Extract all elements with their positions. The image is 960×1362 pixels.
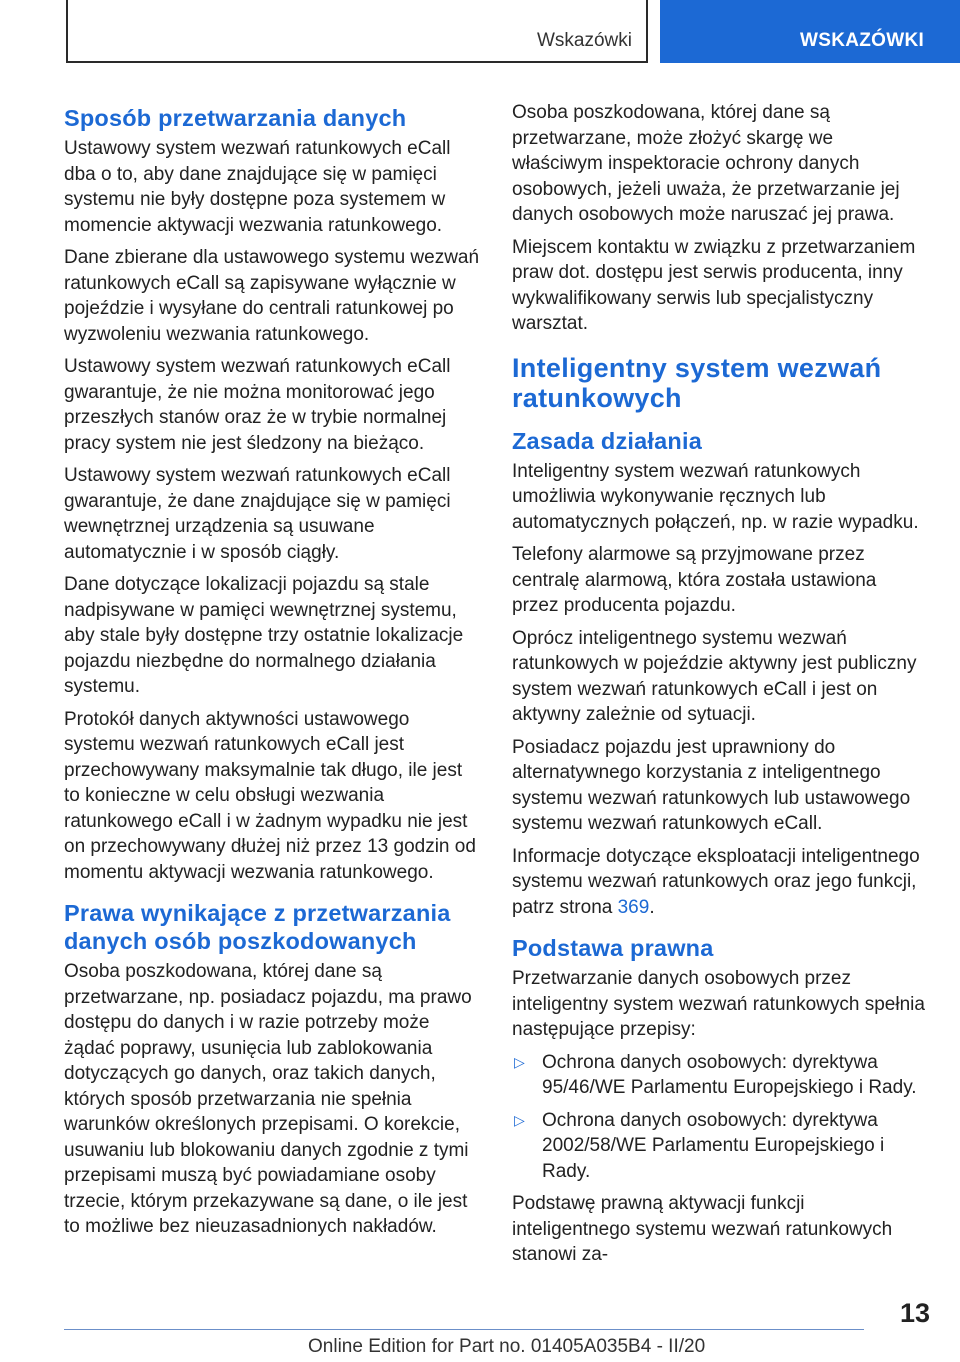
paragraph: Ustawowy system wezwań ratunkowych eCall gwarantuje, że nie można monitorować jego przeszłych stanów oraz że w trybie normalnej pracy system nie jest śledzony na bieżąco. (64, 356, 451, 454)
heading-processing: Sposób przetwarzania danych (64, 105, 407, 131)
header-chapter-tab[interactable] (660, 0, 960, 63)
heading-intelligent-system: Inteligentny system wezwań ratunkowych (512, 352, 882, 413)
paragraph: Dane dotyczące lokalizacji pojazdu są stale nadpisywane w pamięci wewnętrznej systemu, aby stale były dostępne trzy ostatnie lokalizacje pojazdu niezbędne do normalnego działania systemu. (64, 574, 464, 697)
left-column (64, 100, 480, 1247)
paragraph: Posiadacz pojazdu jest uprawniony do alternatywnego korzystania z inteligentnego systemu wezwań ratunkowych lub ustawowego systemu wezwań ratunkowych eCall. (512, 736, 911, 834)
footer-divider (64, 1329, 864, 1330)
paragraph: Osoba poszkodowana, której dane są przetwarzane, może złożyć skargę we właściwym inspektoracie ochrony danych osobowych, jeżeli uważa, że przetwarzanie jej danych osobowych może naruszać jej prawa. (512, 102, 900, 225)
paragraph: Osoba poszkodowana, której dane są przetwarzane, np. posiadacz pojazdu, ma prawo dostępu do danych i w razie potrzeby może żądać poprawy, usunięcia lub zablokowania dotyczących go danych, oraz takich danych, których sposób przetwarzania nie spełnia warunków określonych przepisami. O korekcie, usuwaniu lub blokowaniu danych zgodnie z tymi przepisami muszą być powiadamiane osoby trzecie, którym przekazywane są dane, o ile jest to możliwe bez nieuzasadnionych nakładów. (64, 961, 472, 1237)
paragraph-end: . (649, 896, 655, 918)
paragraph-with-link (512, 844, 928, 921)
heading-legal-basis: Podstawa prawna (512, 935, 714, 961)
list-item-text: Ochrona danych osobowych: dyrektywa 95/46/WE Parlamentu Europejskiego i Rady. (542, 1051, 917, 1098)
right-column (512, 100, 928, 1275)
footer-edition: Online Edition for Part no. 01405A035B4 - II/20 (308, 1336, 706, 1357)
paragraph: Telefony alarmowe są przyjmowane przez centralę alarmową, która została ustawiona przez producenta pojazdu. (512, 544, 877, 616)
paragraph-text: Informacje dotyczące eksploatacji inteligentnego systemu wezwań ratunkowych oraz jego funkcji, patrz strona (512, 845, 920, 918)
paragraph: Przetwarzanie danych osobowych przez inteligentny system wezwań ratunkowych spełnia następujące przepisy: (512, 968, 925, 1040)
triangle-right-outline-icon: ▷ (514, 1111, 525, 1128)
list-item (512, 1050, 928, 1101)
paragraph: Ustawowy system wezwań ratunkowych eCall gwarantuje, że dane znajdujące się w pamięci wewnętrznej urządzenia są usuwane automatycznie i w sposób ciągły. (64, 465, 451, 563)
paragraph: Podstawę prawną aktywacji funkcji inteligentnego systemu wezwań ratunkowych stanowi za- (512, 1193, 893, 1265)
page-number: 13 (899, 1298, 930, 1328)
heading-principle: Zasada działania (512, 427, 702, 454)
triangle-right-outline-icon: ▷ (514, 1053, 525, 1070)
paragraph: Protokół danych aktywności ustawowego systemu wezwań ratunkowych eCall jest przechowywany maksymalnie tak długo, ile jest to konieczne w celu obsługi wezwania ratunkowego eCall i w żadnym wypadku nie jest on przechowywany dłużej niż przez 13 godzin od momentu aktywacji wezwania ratunkowego. (64, 708, 476, 883)
list-item-text: Ochrona danych osobowych: dyrektywa 2002/58/WE Parlamentu Europejskiego i Rady. (542, 1109, 885, 1182)
bullet-list (512, 1050, 928, 1185)
paragraph: Inteligentny system wezwań ratunkowych umożliwia wykonywanie ręcznych lub automatycznych połączeń, np. w razie wypadku. (512, 460, 919, 533)
list-item (512, 1108, 928, 1185)
header-section-title: Wskazówki (536, 30, 632, 51)
page-reference-link[interactable]: 369 (617, 896, 650, 918)
header-chapter-label: WSKAZÓWKI (800, 30, 925, 51)
header-box (66, 0, 648, 63)
paragraph: Dane zbierane dla ustawowego systemu wezwań ratunkowych eCall są zapisywane wyłącznie w pojeździe i wysyłane do centrali ratunkowej po wyzwoleniu wezwania ratunkowego. (64, 247, 480, 345)
paragraph: Miejscem kontaktu w związku z przetwarzaniem praw dot. dostępu jest serwis producenta, inny wykwalifikowany serwis lub specjalistyczny warsztat. (512, 236, 916, 334)
heading-rights: Prawa wynikające z przetwarzania danych osób poszkodowanych (64, 900, 451, 954)
paragraph: Ustawowy system wezwań ratunkowych eCall dba o to, aby dane znajdujące się w pamięci systemu nie były dostępne poza systemem w momencie aktywacji wezwania ratunkowego. (64, 138, 451, 236)
paragraph: Oprócz inteligentnego systemu wezwań ratunkowych w pojeździe aktywny jest publiczny system wezwań ratunkowych eCall i jest on aktywny zależnie od sytuacji. (512, 627, 917, 725)
